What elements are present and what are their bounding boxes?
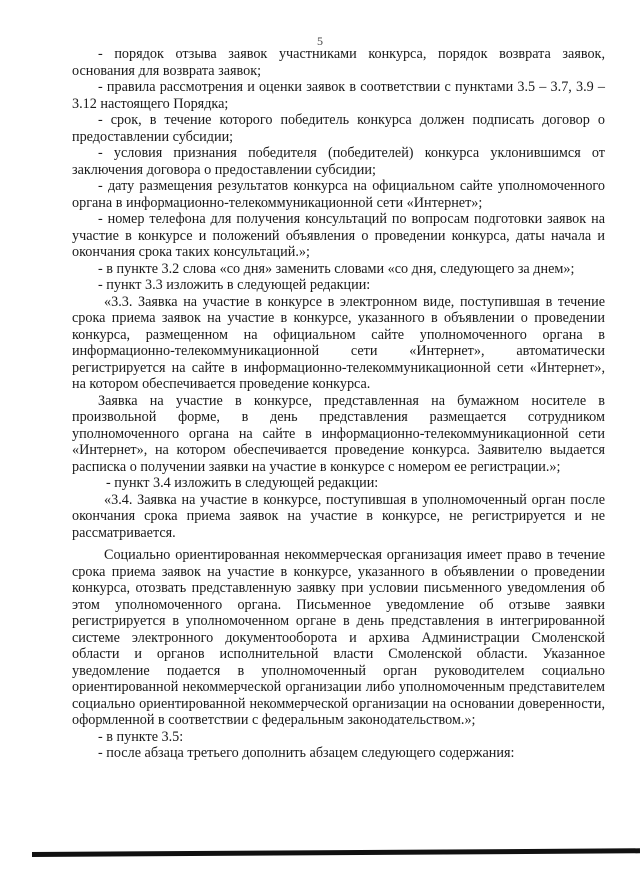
page-number: 5 — [317, 34, 323, 48]
paragraph-contract-deadline: - срок, в течение которого победитель конкурса должен подписать договор о предоставлении субсидии; — [72, 112, 605, 145]
paragraph-clause-3-3-text: «3.3. Заявка на участие в конкурсе в электронном виде, поступившая в течение срока приема заявок на участие в конкурсе, указанного в объявлении о проведении конкурса, размещенном на официальном сайте уполномоченного органа в информационно-телекоммуникационной сети «Интернет», автоматически регистрируется на сайте в информационно-телекоммуникационной сети «Интернет», на котором обеспечивается проведение конкурса. — [72, 293, 605, 392]
paragraph-clause-3-3-intro: - пункт 3.3 изложить в следующей редакции: — [98, 277, 371, 293]
paragraph-clause-3-4-intro: - пункт 3.4 изложить в следующей редакции: — [106, 475, 379, 491]
paragraph-evaluation-rules: - правила рассмотрения и оценки заявок в соответствии с пунктами 3.5 – 3.7, 3.9 – 3.12 настоящего Порядка; — [72, 79, 605, 112]
paragraph-results-date: - дату размещения результатов конкурса на официальном сайте уполномоченного органа в информационно-телекоммуникационной сети «Интернет»; — [72, 178, 605, 211]
paragraph-add-after-third: - после абзаца третьего дополнить абзацем следующего содержания: — [98, 745, 515, 761]
paragraph-consultation-phone: - номер телефона для получения консультаций по вопросам подготовки заявок на участие в конкурсе и положений объявления о проведении конкурса, даты начала и окончания срока таких консультаций.»; — [72, 211, 605, 260]
document-body — [72, 46, 605, 762]
paragraph-paper-application: Заявка на участие в конкурсе, представленная на бумажном носителе в произвольной форме, в день представления размещается сотрудником уполномоченного органа на сайте в информационно-телекоммуникационной сети «Интернет», на котором обеспечивается проведение конкурса. Заявителю выдается расписка о получении заявки на участие в конкурсе с номером ее регистрации.»; — [72, 392, 605, 475]
paragraph-evasion-conditions: - условия признания победителя (победителей) конкурса уклонившимся от заключения договора о предоставлении субсидии; — [72, 145, 605, 178]
paragraph-clause-3-4-text: «3.4. Заявка на участие в конкурсе, поступившая в уполномоченный орган после окончания срока приема заявок на участие в конкурсе, не регистрируется и не рассматривается. — [72, 491, 605, 541]
bottom-scan-rule — [32, 848, 640, 857]
paragraph-withdrawal-order: - порядок отзыва заявок участниками конкурса, порядок возврата заявок, основания для возврата заявок; — [72, 46, 605, 79]
paragraph-clause-3-2: - в пункте 3.2 слова «со дня» заменить словами «со дня, следующего за днем»; — [98, 260, 575, 277]
paragraph-clause-3-5-intro: - в пункте 3.5: — [98, 728, 184, 745]
paragraph-withdrawal-right: Социально ориентированная некоммерческая организация имеет право в течение срока приема заявок на участие в конкурсе, указанного в объявлении о проведении конкурса, отозвать представленную заявку при условии письменного уведомления об этом уполномоченного органа. Письменное уведомление об отзыве заявки регистрируется в уполномоченном органе в день представления в интегрированной системе электронного документооборота и архива Администрации Смоленской области и органов исполнительной власти Смоленской области. Указанное уведомление подается в уполномоченный орган руководителем социально ориентированной некоммерческой организации либо уполномоченным представителем социально ориентированной некоммерческой организации на основании доверенности, оформленной в соответствии с федеральным законодательством.»; — [72, 547, 605, 728]
